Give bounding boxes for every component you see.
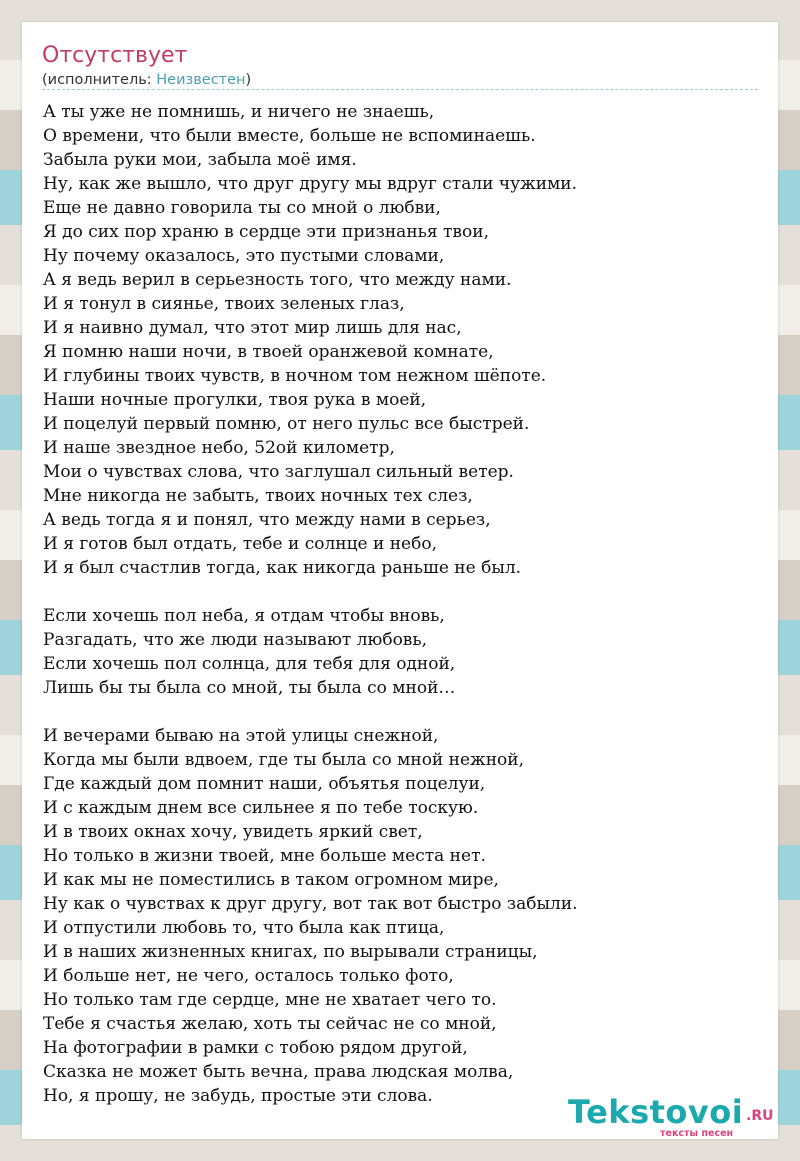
stanza-break [43, 700, 763, 724]
artist-line [42, 70, 251, 90]
artist-suffix: ) [245, 72, 252, 88]
lyric-line: И больше нет, не чего, осталось только фото, [43, 966, 454, 986]
lyric-line: Я до сих пор храню в сердце эти признанья твои, [43, 222, 489, 242]
lyric-line: И наше звездное небо, 52ой километр, [43, 438, 395, 458]
lyric-line: И я был счастлив тогда, как никогда раньше не был. [43, 558, 522, 578]
lyrics-text [43, 100, 763, 1108]
lyric-line: На фотографии в рамки с тобою рядом другой, [43, 1038, 468, 1058]
lyric-line: И глубины твоих чувств, в ночном том нежном шёпоте. [43, 366, 547, 386]
lyric-line: Наши ночные прогулки, твоя рука в моей, [43, 390, 427, 410]
lyric-line: Когда мы были вдвоем, где ты была со мной нежной, [43, 750, 524, 770]
lyric-line: Тебе я счастья желаю, хоть ты сейчас не со мной, [43, 1014, 497, 1034]
lyric-line: Но, я прошу, не забудь, простые эти слова. [43, 1086, 433, 1106]
lyric-line: А я ведь верил в серьезность того, что между нами. [43, 270, 512, 290]
lyric-line: Если хочешь пол солнца, для тебя для одной, [43, 654, 456, 674]
lyric-line: Мне никогда не забыть, твоих ночных тех слез, [43, 486, 473, 506]
artist-link[interactable]: Неизвестен [156, 72, 246, 88]
lyric-line: Где каждый дом помнит наши, объятья поцелуи, [43, 774, 486, 794]
lyric-line: И в твоих окнах хочу, увидеть яркий свет, [43, 822, 423, 842]
title-divider [42, 89, 758, 90]
song-title: Отсутствует [42, 43, 188, 68]
lyric-line: Еще не давно говорила ты со мной о любви, [43, 198, 441, 218]
lyric-line: А ведь тогда я и понял, что между нами в серьез, [43, 510, 491, 530]
lyric-line: Если хочешь пол неба, я отдам чтобы вновь, [43, 606, 445, 626]
logo-name: Tekstovoi [568, 1093, 744, 1131]
lyric-line: Но только там где сердце, мне не хватает чего то. [43, 990, 497, 1010]
lyric-line: Сказка не может быть вечна, права людская молва, [43, 1062, 514, 1082]
lyric-line: И отпустили любовь то, что была как птица, [43, 918, 445, 938]
site-logo[interactable] [568, 1094, 778, 1140]
lyric-line: И вечерами бываю на этой улицы снежной, [43, 726, 439, 746]
lyric-line: И я готов был отдать, тебе и солнце и небо, [43, 534, 437, 554]
lyric-line: Забыла руки мои, забыла моё имя. [43, 150, 357, 170]
lyrics-card [22, 22, 778, 1139]
lyric-line: Ну как о чувствах к друг другу, вот так вот быстро забыли. [43, 894, 578, 914]
lyric-line: А ты уже не помнишь, и ничего не знаешь, [43, 102, 435, 122]
lyric-line: Мои о чувствах слова, что заглушал сильный ветер. [43, 462, 514, 482]
lyric-line: И я наивно думал, что этот мир лишь для нас, [43, 318, 462, 338]
lyric-line: Но только в жизни твоей, мне больше места нет. [43, 846, 486, 866]
lyric-line: Ну, как же вышло, что друг другу мы вдруг стали чужими. [43, 174, 578, 194]
logo-tagline: тексты песен [660, 1128, 734, 1139]
lyric-line: Разгадать, что же люди называют любовь, [43, 630, 428, 650]
lyric-line: Лишь бы ты была со мной, ты была со мной… [43, 678, 456, 698]
lyric-line: И поцелуй первый помню, от него пульс все быстрей. [43, 414, 530, 434]
lyric-line: И я тонул в сиянье, твоих зеленых глаз, [43, 294, 405, 314]
artist-prefix: (исполнитель: [42, 72, 157, 88]
lyric-line: Ну почему оказалось, это пустыми словами, [43, 246, 445, 266]
lyric-line: Я помню наши ночи, в твоей оранжевой комнате, [43, 342, 494, 362]
lyric-line: И с каждым днем все сильнее я по тебе тоскую. [43, 798, 479, 818]
stanza-break [43, 580, 763, 604]
lyric-line: И как мы не поместились в таком огромном мире, [43, 870, 499, 890]
logo-tld: .RU [746, 1108, 774, 1124]
lyric-line: И в наших жизненных книгах, по вырывали страницы, [43, 942, 538, 962]
lyric-line: О времени, что были вместе, больше не вспоминаешь. [43, 126, 536, 146]
